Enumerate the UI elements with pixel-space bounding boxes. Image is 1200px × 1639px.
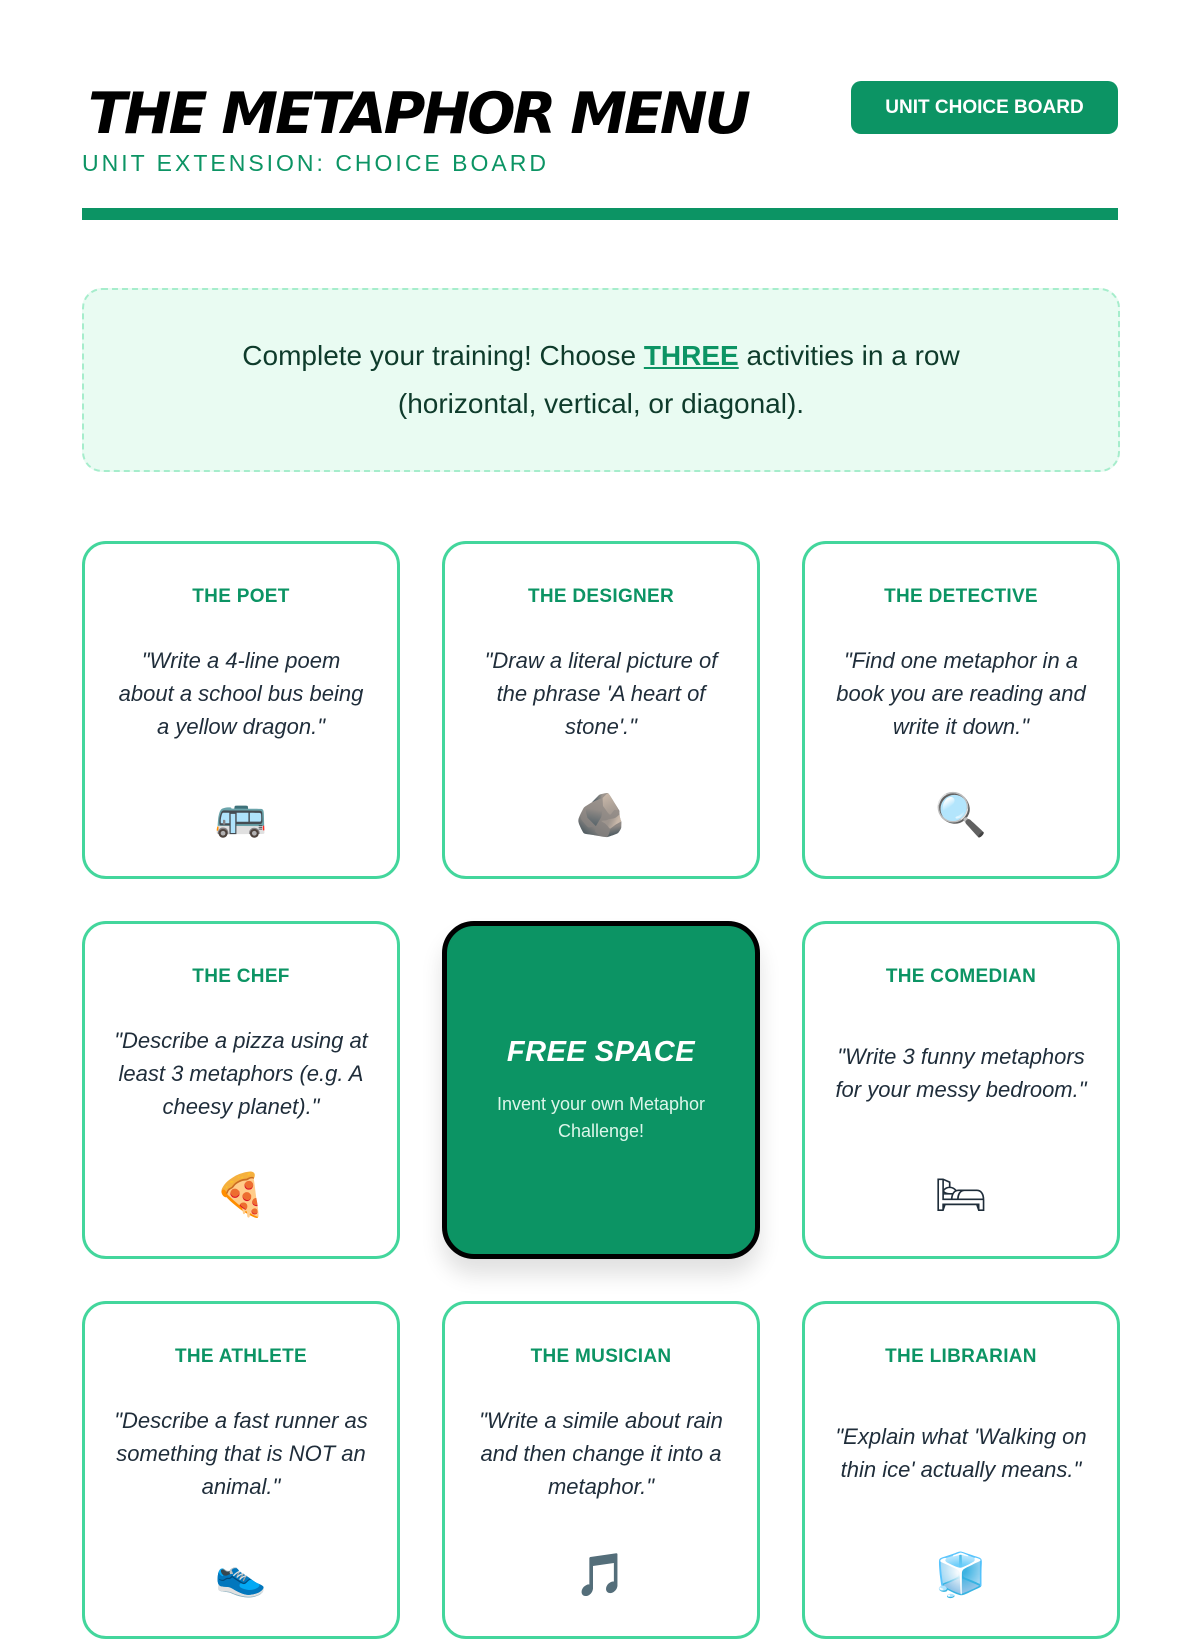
instructions-box — [82, 288, 1120, 472]
card-prompt: "Find one metaphor in a book you are reading and write it down." — [836, 647, 1086, 739]
card-prompt: "Write a 4-line poem about a school bus being a yellow dragon." — [118, 647, 364, 739]
card-role: THE DESIGNER — [527, 586, 675, 607]
bus-icon: 🚌 — [214, 790, 268, 839]
card-prompt: "Explain what 'Walking on thin ice' actually means." — [835, 1424, 1087, 1482]
music-note-icon: 🎵 — [574, 1550, 628, 1599]
card-comedian[interactable] — [802, 921, 1120, 1259]
card-role: THE ATHLETE — [174, 1346, 308, 1367]
card-prompt: "Describe a fast runner as something that is NOT an animal." — [114, 1407, 368, 1499]
free-space-subtitle: Invent your own Metaphor Challenge! — [496, 1093, 706, 1141]
card-prompt: "Draw a literal picture of the phrase 'A heart of stone'." — [484, 647, 718, 739]
ice-icon: 🧊 — [934, 1550, 988, 1599]
instructions-before: Complete your training! Choose — [242, 340, 644, 371]
instructions-text — [174, 332, 1028, 428]
instructions-emphasis: THREE — [643, 340, 739, 371]
rock-icon: 🪨 — [574, 790, 628, 839]
card-athlete[interactable] — [82, 1301, 400, 1639]
free-space-title: FREE SPACE — [506, 1035, 696, 1068]
header — [82, 0, 1118, 222]
bed-icon: 🛏 — [934, 1170, 988, 1219]
card-role: THE POET — [192, 586, 290, 607]
card-role: THE COMEDIAN — [885, 966, 1037, 987]
card-prompt: "Write a simile about rain and then change it into a metaphor." — [479, 1407, 723, 1499]
free-space-card[interactable] — [442, 921, 760, 1259]
card-role: THE MUSICIAN — [530, 1346, 672, 1367]
instructions-after: activities in a row (horizontal, vertical, or diagonal). — [397, 340, 960, 419]
card-prompt: "Describe a pizza using at least 3 metaphors (e.g. A cheesy planet)." — [114, 1027, 368, 1119]
card-role: THE CHEF — [192, 966, 290, 987]
card-librarian[interactable] — [802, 1301, 1120, 1639]
pizza-icon: 🍕 — [214, 1170, 268, 1219]
card-role: THE DETECTIVE — [884, 586, 1038, 607]
card-musician[interactable] — [442, 1301, 760, 1639]
unit-choice-board-button[interactable]: UNIT CHOICE BOARD — [851, 81, 1118, 134]
card-role: THE LIBRARIAN — [885, 1346, 1037, 1367]
header-divider — [82, 208, 1118, 220]
page-subtitle: UNIT EXTENSION: CHOICE BOARD — [82, 150, 549, 176]
card-designer[interactable] — [442, 541, 760, 879]
page-title: THE METAPHOR MENU — [88, 81, 748, 147]
magnifier-icon: 🔍 — [934, 790, 988, 839]
card-poet[interactable] — [82, 541, 400, 879]
card-detective[interactable] — [802, 541, 1120, 879]
shoe-icon: 👟 — [214, 1550, 268, 1599]
card-prompt: "Write 3 funny metaphors for your messy bedroom." — [835, 1044, 1087, 1102]
card-chef[interactable] — [82, 921, 400, 1259]
